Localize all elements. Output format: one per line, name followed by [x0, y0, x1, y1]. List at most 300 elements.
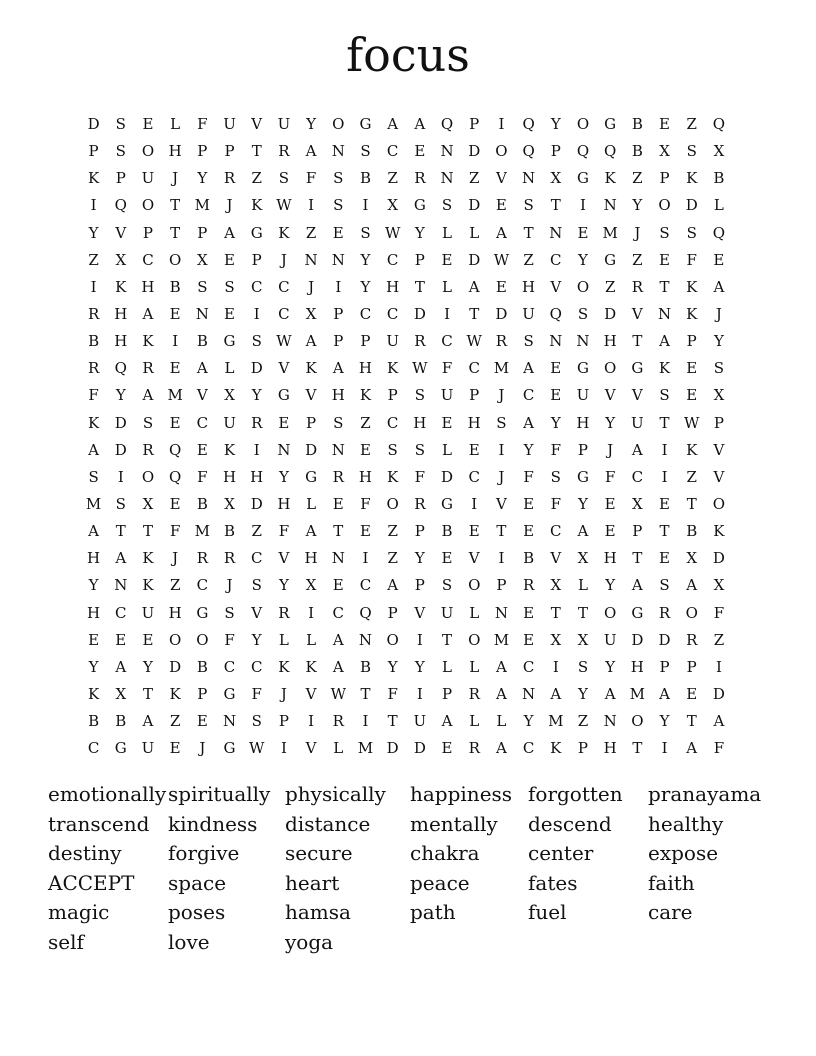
grid-letter: D [87, 115, 100, 134]
grid-letter: M [194, 196, 211, 215]
grid-letter: G [631, 359, 644, 378]
grid-letter: B [686, 522, 698, 541]
grid-letter: R [142, 359, 154, 378]
grid-letter: I [498, 440, 505, 459]
grid-letter: B [359, 169, 371, 188]
grid-letter: I [661, 739, 668, 758]
grid-letter: R [414, 332, 426, 351]
grid-letter: V [495, 169, 507, 188]
grid-letter: N [114, 576, 128, 595]
grid-letter: X [550, 169, 562, 188]
grid-letter: S [251, 332, 262, 351]
grid-letter: K [359, 386, 372, 405]
grid-letter: U [440, 603, 454, 622]
grid-letter: Z [686, 115, 697, 134]
grid-letter: Q [169, 440, 182, 459]
grid-letter: Y [659, 712, 670, 731]
grid-letter: O [196, 630, 209, 649]
grid-letter: G [413, 196, 426, 215]
grid-letter: W [684, 413, 700, 432]
grid-letter: A [495, 739, 507, 758]
grid-letter: B [196, 657, 208, 676]
grid-letter: S [659, 386, 670, 405]
grid-letter: E [495, 277, 507, 296]
grid-letter: M [548, 712, 564, 731]
grid-letter: M [167, 386, 183, 405]
grid-letter: M [629, 685, 646, 704]
grid-letter: S [333, 196, 344, 215]
grid-letter: N [331, 549, 345, 568]
grid-letter: N [304, 250, 318, 269]
grid-letter: E [659, 115, 670, 134]
grid-letter: P [414, 576, 425, 595]
grid-letter: X [713, 576, 725, 595]
grid-letter: M [493, 359, 510, 378]
grid-letter: E [495, 196, 507, 215]
grid-letter: V [631, 386, 643, 405]
word-search-grid [80, 111, 733, 762]
grid-letter: K [686, 440, 698, 459]
grid-letter: F [360, 495, 371, 514]
grid-letter: A [88, 522, 100, 541]
grid-letter: I [362, 712, 369, 731]
word-list-item: secure [285, 841, 353, 866]
grid-letter: S [251, 712, 262, 731]
grid-letter: W [249, 739, 265, 758]
grid-letter: T [360, 685, 371, 704]
grid-letter: U [631, 413, 644, 432]
grid-letter: F [169, 522, 181, 541]
grid-letter: S [686, 142, 697, 161]
grid-letter: C [522, 386, 535, 405]
grid-letter: B [88, 332, 100, 351]
grid-letter: M [602, 223, 618, 242]
grid-letter: D [169, 657, 182, 676]
grid-letter: O [576, 277, 590, 296]
grid-letter: Y [360, 250, 371, 269]
grid-letter: V [196, 386, 208, 405]
grid-letter: E [659, 549, 670, 568]
grid-letter: B [713, 169, 725, 188]
grid-letter: X [115, 685, 127, 704]
grid-letter: G [223, 332, 236, 351]
grid-letter: K [713, 522, 725, 541]
word-list-item: hamsa [285, 900, 351, 925]
grid-letter: D [604, 305, 617, 324]
grid-letter: R [223, 169, 236, 188]
grid-letter: I [117, 467, 124, 486]
grid-letter: E [441, 549, 453, 568]
grid-letter: E [577, 223, 589, 242]
grid-letter: T [632, 332, 643, 351]
grid-letter: U [223, 115, 236, 134]
grid-letter: R [495, 332, 508, 351]
grid-letter: A [332, 657, 344, 676]
grid-letter: Q [359, 603, 372, 622]
grid-letter: O [604, 603, 617, 622]
grid-letter: H [222, 467, 237, 486]
grid-letter: A [115, 657, 127, 676]
grid-letter: S [251, 576, 262, 595]
grid-letter: A [577, 522, 589, 541]
grid-letter: J [498, 386, 505, 405]
grid-letter: D [712, 685, 725, 704]
grid-letter: V [251, 115, 263, 134]
grid-letter: F [550, 495, 561, 514]
grid-letter: U [576, 386, 590, 405]
grid-letter: N [331, 142, 345, 161]
word-list-item: forgive [168, 841, 240, 866]
grid-letter: F [88, 386, 99, 405]
grid-letter: S [496, 413, 507, 432]
grid-letter: H [250, 467, 264, 486]
grid-letter: C [142, 250, 154, 269]
grid-letter: C [386, 413, 399, 432]
word-list-item: heart [285, 870, 340, 895]
grid-letter: H [603, 332, 617, 351]
grid-letter: S [441, 196, 453, 215]
grid-letter: S [686, 223, 697, 242]
grid-letter: X [142, 495, 154, 514]
grid-letter: Q [712, 223, 726, 242]
grid-letter: N [576, 332, 590, 351]
grid-letter: A [550, 685, 562, 704]
grid-letter: A [495, 657, 507, 676]
grid-letter: X [632, 495, 643, 514]
grid-letter: J [280, 685, 287, 704]
grid-letter: A [523, 413, 535, 432]
grid-letter: G [576, 359, 589, 378]
grid-letter: E [224, 305, 235, 324]
grid-letter: O [141, 142, 155, 161]
grid-letter: O [495, 142, 508, 161]
grid-letter: I [552, 657, 559, 676]
grid-letter: E [332, 576, 344, 595]
grid-letter: N [522, 685, 536, 704]
grid-letter: D [250, 359, 263, 378]
grid-letter: C [223, 657, 236, 676]
grid-letter: T [414, 277, 425, 296]
grid-letter: E [686, 359, 698, 378]
grid-letter: E [523, 495, 535, 514]
grid-letter: F [224, 630, 235, 649]
grid-letter: E [550, 359, 562, 378]
grid-letter: X [305, 576, 317, 595]
grid-letter: I [444, 305, 450, 324]
grid-letter: A [523, 359, 535, 378]
grid-letter: F [197, 467, 208, 486]
grid-letter: E [686, 386, 698, 405]
grid-letter: P [197, 142, 208, 161]
grid-letter: C [250, 549, 263, 568]
grid-letter: V [604, 386, 616, 405]
grid-letter: K [550, 739, 562, 758]
grid-letter: I [498, 549, 505, 568]
grid-letter: F [686, 250, 697, 269]
grid-letter: O [386, 495, 399, 514]
grid-letter: Q [522, 142, 535, 161]
grid-letter: F [523, 467, 534, 486]
grid-letter: O [685, 603, 698, 622]
grid-letter: P [88, 142, 99, 161]
grid-letter: L [713, 196, 724, 215]
grid-letter: P [550, 142, 561, 161]
grid-letter: A [686, 739, 698, 758]
grid-letter: H [467, 413, 481, 432]
grid-letter: S [278, 169, 290, 188]
grid-letter: L [442, 277, 453, 296]
grid-letter: A [142, 386, 154, 405]
grid-letter: S [142, 413, 154, 432]
grid-letter: L [469, 657, 480, 676]
grid-letter: Z [387, 522, 398, 541]
grid-letter: R [332, 467, 344, 486]
grid-letter: C [278, 305, 290, 324]
grid-letter: F [713, 603, 725, 622]
grid-letter: L [306, 630, 317, 649]
grid-letter: S [577, 305, 589, 324]
grid-letter: S [523, 332, 534, 351]
grid-letter: U [141, 603, 155, 622]
grid-letter: K [305, 657, 317, 676]
grid-letter: E [523, 630, 535, 649]
grid-letter: K [223, 440, 236, 459]
word-list-item: center [528, 841, 594, 866]
grid-letter: M [493, 630, 510, 649]
grid-letter: D [114, 440, 127, 459]
grid-letter: W [384, 223, 401, 242]
grid-letter: G [359, 115, 372, 134]
grid-letter: Z [577, 712, 589, 731]
grid-letter: K [686, 277, 698, 296]
grid-letter: F [550, 440, 561, 459]
grid-letter: P [659, 169, 670, 188]
grid-letter: K [251, 196, 263, 215]
grid-letter: W [276, 196, 292, 215]
grid-letter: T [251, 142, 262, 161]
grid-letter: Z [523, 250, 534, 269]
word-list-item: yoga [285, 929, 334, 954]
grid-letter: J [607, 440, 614, 459]
grid-letter: T [523, 223, 534, 242]
grid-letter: I [280, 739, 287, 758]
grid-letter: I [580, 196, 586, 215]
grid-letter: E [169, 359, 181, 378]
word-list-item: transcend [48, 811, 150, 836]
grid-letter: P [387, 386, 398, 405]
grid-letter: K [142, 576, 154, 595]
word-list-item: peace [410, 870, 470, 895]
grid-letter: C [359, 576, 372, 595]
grid-letter: F [604, 467, 616, 486]
grid-letter: P [577, 739, 589, 758]
grid-letter: O [141, 467, 155, 486]
grid-letter: Q [440, 115, 454, 134]
grid-letter: B [196, 495, 208, 514]
grid-letter: C [386, 305, 399, 324]
grid-letter: Y [251, 630, 262, 649]
grid-letter: S [414, 440, 425, 459]
grid-letter: T [659, 277, 670, 296]
grid-letter: A [332, 359, 344, 378]
grid-letter: L [469, 603, 480, 622]
grid-letter: M [357, 739, 374, 758]
grid-letter: Z [686, 467, 697, 486]
grid-letter: A [142, 305, 154, 324]
grid-letter: E [88, 630, 100, 649]
grid-letter: G [604, 115, 617, 134]
grid-letter: W [493, 250, 510, 269]
grid-letter: E [169, 413, 181, 432]
grid-letter: V [305, 386, 317, 405]
grid-letter: E [332, 223, 344, 242]
word-list-item: love [168, 929, 210, 954]
grid-letter: Z [88, 250, 99, 269]
puzzle-title: focus [346, 28, 470, 82]
grid-letter: A [686, 576, 698, 595]
grid-letter: E [169, 305, 181, 324]
grid-letter: Q [549, 305, 562, 324]
grid-letter: P [197, 685, 208, 704]
grid-letter: R [87, 359, 100, 378]
grid-letter: X [115, 250, 127, 269]
grid-letter: K [305, 359, 317, 378]
grid-letter: E [523, 603, 535, 622]
grid-letter: Z [632, 169, 643, 188]
grid-letter: K [387, 359, 399, 378]
grid-letter: A [659, 685, 670, 704]
grid-letter: C [522, 657, 535, 676]
grid-letter: T [659, 522, 670, 541]
grid-letter: D [305, 440, 318, 459]
grid-letter: D [468, 250, 481, 269]
grid-letter: C [278, 277, 290, 296]
grid-letter: O [169, 250, 182, 269]
grid-letter: C [468, 359, 480, 378]
grid-letter: C [386, 142, 399, 161]
grid-letter: V [305, 685, 317, 704]
grid-letter: T [469, 305, 480, 324]
grid-letter: O [332, 115, 345, 134]
word-list-item: ACCEPT [48, 870, 135, 895]
grid-letter: J [199, 739, 206, 758]
grid-letter: T [496, 522, 507, 541]
grid-letter: V [468, 549, 480, 568]
grid-letter: Y [632, 196, 643, 215]
grid-letter: N [440, 169, 454, 188]
grid-letter: D [413, 305, 426, 324]
grid-letter: C [550, 522, 562, 541]
grid-letter: S [197, 277, 208, 296]
grid-letter: X [305, 305, 317, 324]
grid-letter: L [442, 657, 453, 676]
grid-letter: Y [414, 657, 425, 676]
word-list-item: kindness [168, 811, 258, 836]
word-list-item: spiritually [168, 782, 271, 806]
grid-letter: P [414, 522, 425, 541]
grid-letter: W [466, 332, 482, 351]
grid-letter: Y [550, 115, 561, 134]
grid-letter: Y [605, 576, 616, 595]
grid-letter: W [276, 332, 292, 351]
grid-letter: Y [360, 277, 371, 296]
grid-letter: C [522, 739, 535, 758]
grid-letter: H [603, 549, 617, 568]
grid-letter: I [661, 440, 668, 459]
grid-letter: F [278, 522, 290, 541]
grid-letter: U [141, 739, 155, 758]
grid-letter: E [659, 250, 670, 269]
grid-letter: T [577, 603, 588, 622]
grid-letter: H [168, 142, 182, 161]
grid-letter: L [333, 739, 344, 758]
grid-letter: T [632, 739, 643, 758]
grid-letter: R [278, 603, 290, 622]
grid-letter: A [142, 712, 154, 731]
grid-letter: K [142, 332, 154, 351]
grid-letter: R [332, 712, 344, 731]
grid-letter: I [416, 685, 423, 704]
grid-letter: B [88, 712, 100, 731]
grid-letter: A [224, 223, 235, 242]
grid-letter: H [386, 277, 400, 296]
grid-letter: Q [604, 142, 617, 161]
grid-letter: M [194, 522, 211, 541]
grid-letter: Z [713, 630, 725, 649]
grid-letter: U [413, 712, 427, 731]
grid-letter: A [631, 440, 643, 459]
grid-letter: G [250, 223, 263, 242]
grid-letter: Y [414, 549, 425, 568]
grid-letter: R [631, 277, 643, 296]
grid-letter: A [659, 332, 670, 351]
grid-letter: T [442, 630, 453, 649]
grid-letter: E [604, 495, 616, 514]
grid-letter: H [304, 549, 318, 568]
grid-letter: I [416, 630, 423, 649]
grid-letter: E [142, 630, 154, 649]
grid-letter: A [387, 115, 399, 134]
grid-letter: K [87, 413, 100, 432]
grid-letter: G [223, 739, 236, 758]
grid-letter: P [115, 169, 126, 188]
grid-letter: N [657, 305, 672, 324]
grid-letter: G [631, 603, 644, 622]
grid-letter: D [495, 305, 508, 324]
grid-letter: E [468, 522, 480, 541]
grid-letter: J [715, 305, 722, 324]
grid-letter: G [114, 739, 127, 758]
grid-letter: X [550, 576, 562, 595]
grid-letter: A [332, 630, 344, 649]
grid-letter: Y [88, 657, 99, 676]
grid-letter: K [87, 685, 100, 704]
grid-letter: E [550, 386, 562, 405]
grid-letter: A [713, 712, 725, 731]
grid-letter: P [306, 413, 317, 432]
grid-letter: D [712, 549, 725, 568]
grid-letter: Q [712, 115, 726, 134]
grid-letter: X [713, 142, 725, 161]
grid-letter: L [496, 712, 507, 731]
grid-letter: B [224, 522, 236, 541]
grid-letter: T [632, 549, 643, 568]
grid-letter: K [278, 223, 290, 242]
grid-letter: Y [578, 250, 588, 269]
grid-letter: S [360, 142, 371, 161]
grid-letter: I [90, 196, 97, 215]
grid-letter: P [333, 332, 344, 351]
